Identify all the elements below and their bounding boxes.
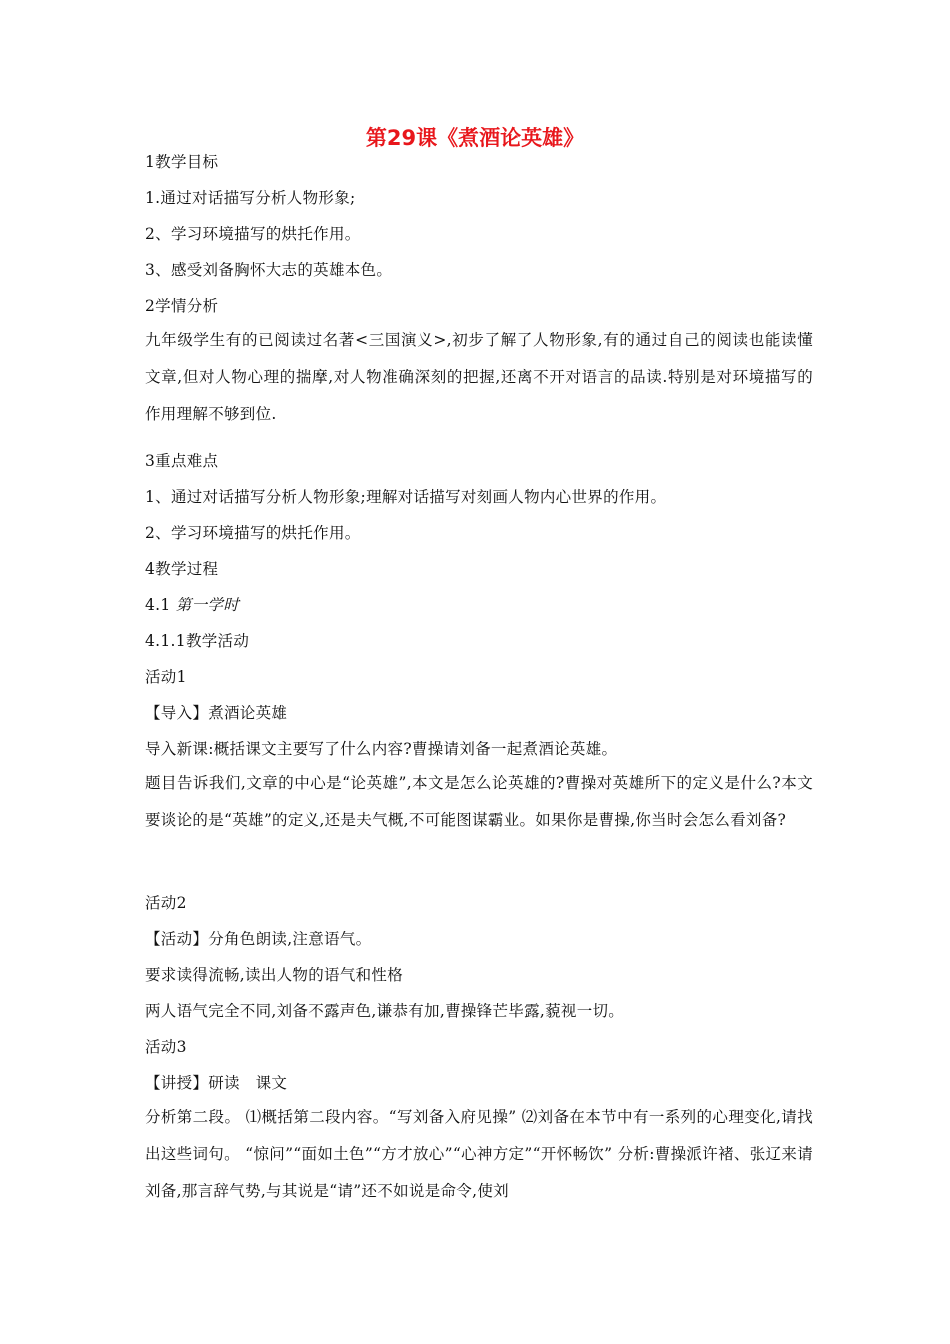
section-heading-goals: 1教学目标	[145, 153, 219, 171]
section-heading-key-points: 3重点难点	[145, 452, 219, 470]
activity-label: 活动1	[145, 668, 187, 686]
document-title: 第29课《煮酒论英雄》	[365, 126, 585, 150]
section-heading-analysis: 2学情分析	[145, 297, 219, 315]
activity-text: 要求读得流畅,读出人物的语气和性格	[145, 966, 404, 984]
subsection-heading-activities: 4.1.1教学活动	[145, 632, 250, 650]
subsection-title: 第一学时	[175, 596, 239, 614]
activity-paragraph: 分析第二段。 ⑴概括第二段内容。“写刘备入府见操” ⑵刘备在本节中有一系列的心理变化,请找出这些词句。 “惊问”“面如土色”“方才放心”“心神方定”“开怀畅饮” 分析:曹操派许褚、张辽来请刘备,那言辞气势,与其说是“请”还不如说是命令,使刘	[145, 1108, 813, 1200]
activity-text: 两人语气完全不同,刘备不露声色,谦恭有加,曹操锋芒毕露,藐视一切。	[145, 1002, 625, 1020]
activity-label: 活动3	[145, 1038, 187, 1056]
activity-paragraph: 题目告诉我们,文章的中心是“论英雄”,本文是怎么论英雄的?曹操对英雄所下的定义是什么?本文要谈论的是“英雄”的定义,还是夫气概,不可能图谋霸业。如果你是曹操,你当时会怎么看刘备?	[145, 774, 813, 829]
activity-text: 导入新课:概括课文主要写了什么内容?曹操请刘备一起煮酒论英雄。	[145, 740, 618, 758]
goal-item: 1.通过对话描写分析人物形象;	[145, 189, 356, 207]
activity-tag: 【导入】煮酒论英雄	[145, 704, 288, 722]
goal-item: 2、学习环境描写的烘托作用。	[145, 225, 361, 243]
subsection-number: 4.1	[145, 596, 171, 614]
key-point-item: 2、学习环境描写的烘托作用。	[145, 524, 361, 542]
activity-tag: 【活动】分角色朗读,注意语气。	[145, 930, 372, 948]
key-point-item: 1、通过对话描写分析人物形象;理解对话描写对刻画人物内心世界的作用。	[145, 488, 667, 506]
analysis-paragraph: 九年级学生有的已阅读过名著<三国演义>,初步了解了人物形象,有的通过自己的阅读也能读懂文章,但对人物心理的揣摩,对人物准确深刻的把握,还离不开对语言的品读.特别是对环境描写的作用理解不够到位.	[145, 331, 813, 423]
section-heading-process: 4教学过程	[145, 560, 219, 578]
activity-label: 活动2	[145, 894, 187, 912]
subsection-heading	[145, 595, 825, 615]
goal-item: 3、感受刘备胸怀大志的英雄本色。	[145, 261, 393, 279]
activity-tag: 【讲授】研读 课文	[145, 1074, 288, 1092]
